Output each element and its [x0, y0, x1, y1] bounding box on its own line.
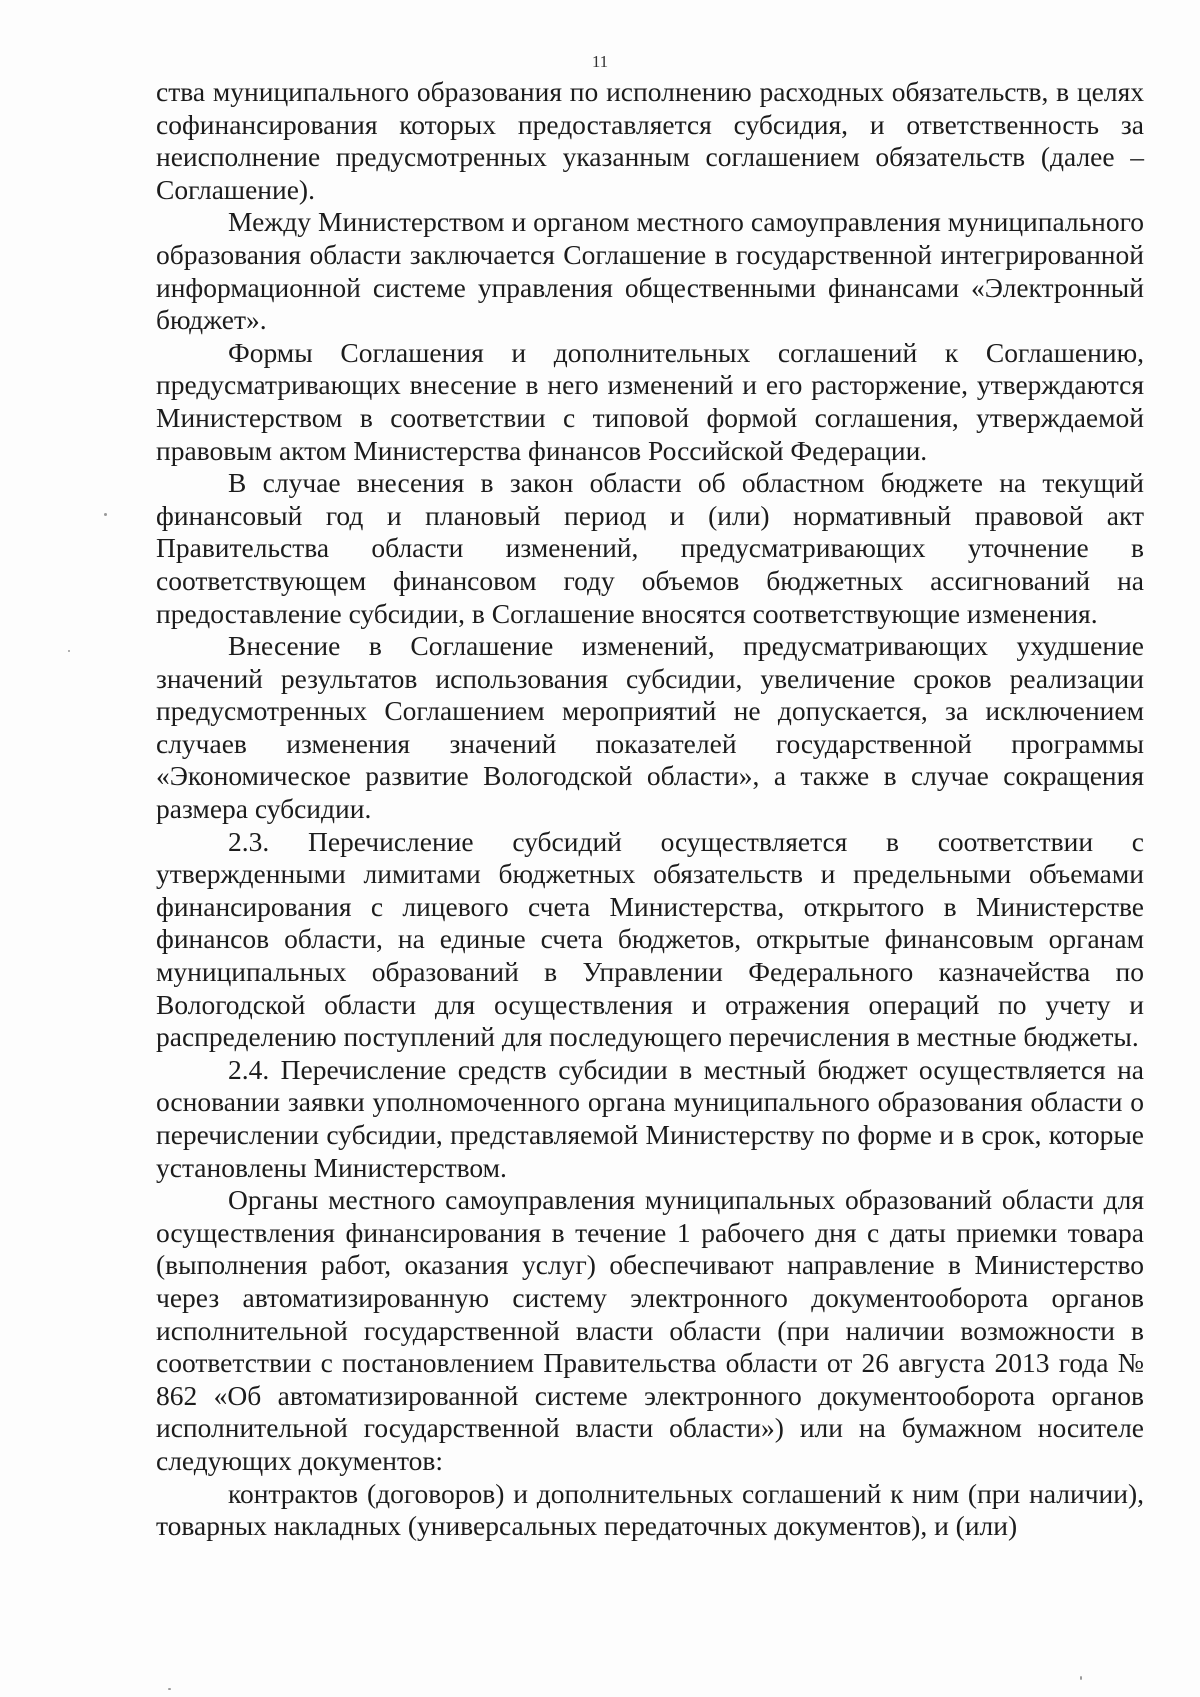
paragraph-deterioration-ban: Внесение в Соглашение изменений, предусматривающих ухудшение значений результатов использования субсидии, увеличение сроков реализации предусмотренных Соглашением мероприятий не допускается, за исключением случаев изменения значений показателей государственной программы «Экономическое развитие Вологодской области», а также в случае сокращения размера субсидии. — [156, 630, 1144, 825]
paragraph-2-3: 2.3. Перечисление субсидий осуществляется в соответствии с утвержденными лимитами бюджетных обязательств и предельными объемами финансирования с лицевого счета Министерства, открытого в Министерстве финансов области, на единые счета бюджетов, открытые финансовым органам муниципальных образований в Управлении Федерального казначейства по Вологодской области для осуществления и отражения операций по учету и распределению поступлений для последующего перечисления в местные бюджеты. — [156, 825, 1144, 1053]
paragraph-continuation: ства муниципального образования по исполнению расходных обязательств, в целях софинансирования которых предоставляется субсидия, и ответственность за неисполнение предусмотренных указанным соглашением обязательств (далее – Соглашение). — [156, 76, 1144, 205]
page-number: 11 — [591, 52, 609, 71]
document-text — [156, 76, 1144, 1543]
paragraph-local-authorities: Органы местного самоуправления муниципальных образований области для осуществления финансирования в течение 1 рабочего дня с даты приемки товара (выполнения работ, оказания услуг) обеспечивают направление в Министерство через автоматизированную систему электронного документооборота органов исполнительной государственной власти области (при наличии возможности в соответствии с постановлением Правительства области от 26 августа 2013 года № 862 «Об автоматизированной системе электронного документооборота органов исполнительной государственной власти области») или на бумажном носителе следующих документов: — [156, 1184, 1144, 1476]
scan-speck — [1080, 1676, 1082, 1680]
paragraph-agreement-conclusion: Между Министерством и органом местного самоуправления муниципального образования области заключается Соглашение в государственной интегрированной информационной системе управления общественными финансами «Электронный бюджет». — [156, 206, 1144, 336]
paragraph-agreement-forms: Формы Соглашения и дополнительных соглашений к Соглашению, предусматривающих внесение в него изменений и его расторжение, утверждаются Министерством в соответствии с типовой формой соглашения, утверждаемой правовым актом Министерства финансов Российской Федерации. — [156, 336, 1144, 466]
paragraph-contracts-list: контрактов (договоров) и дополнительных соглашений к ним (при наличии), товарных накладных (универсальных передаточных документов), и (или) — [156, 1477, 1144, 1542]
paragraph-2-4: 2.4. Перечисление средств субсидии в местный бюджет осуществляется на основании заявки уполномоченного органа муниципального образования области о перечислении субсидии, представляемой Министерству по форме и в срок, которые установлены Министерством. — [156, 1053, 1144, 1183]
scan-speck — [68, 650, 70, 652]
scan-speck — [104, 513, 107, 516]
paragraph-budget-changes: В случае внесения в закон области об областном бюджете на текущий финансовый год и плановый период и (или) нормативный правовой акт Правительства области изменений, предусматривающих уточнение в соответствующем финансовом году объемов бюджетных ассигнований на предоставление субсидии, в Соглашение вносятся соответствующие изменения. — [156, 467, 1144, 629]
scan-speck — [168, 1688, 171, 1690]
